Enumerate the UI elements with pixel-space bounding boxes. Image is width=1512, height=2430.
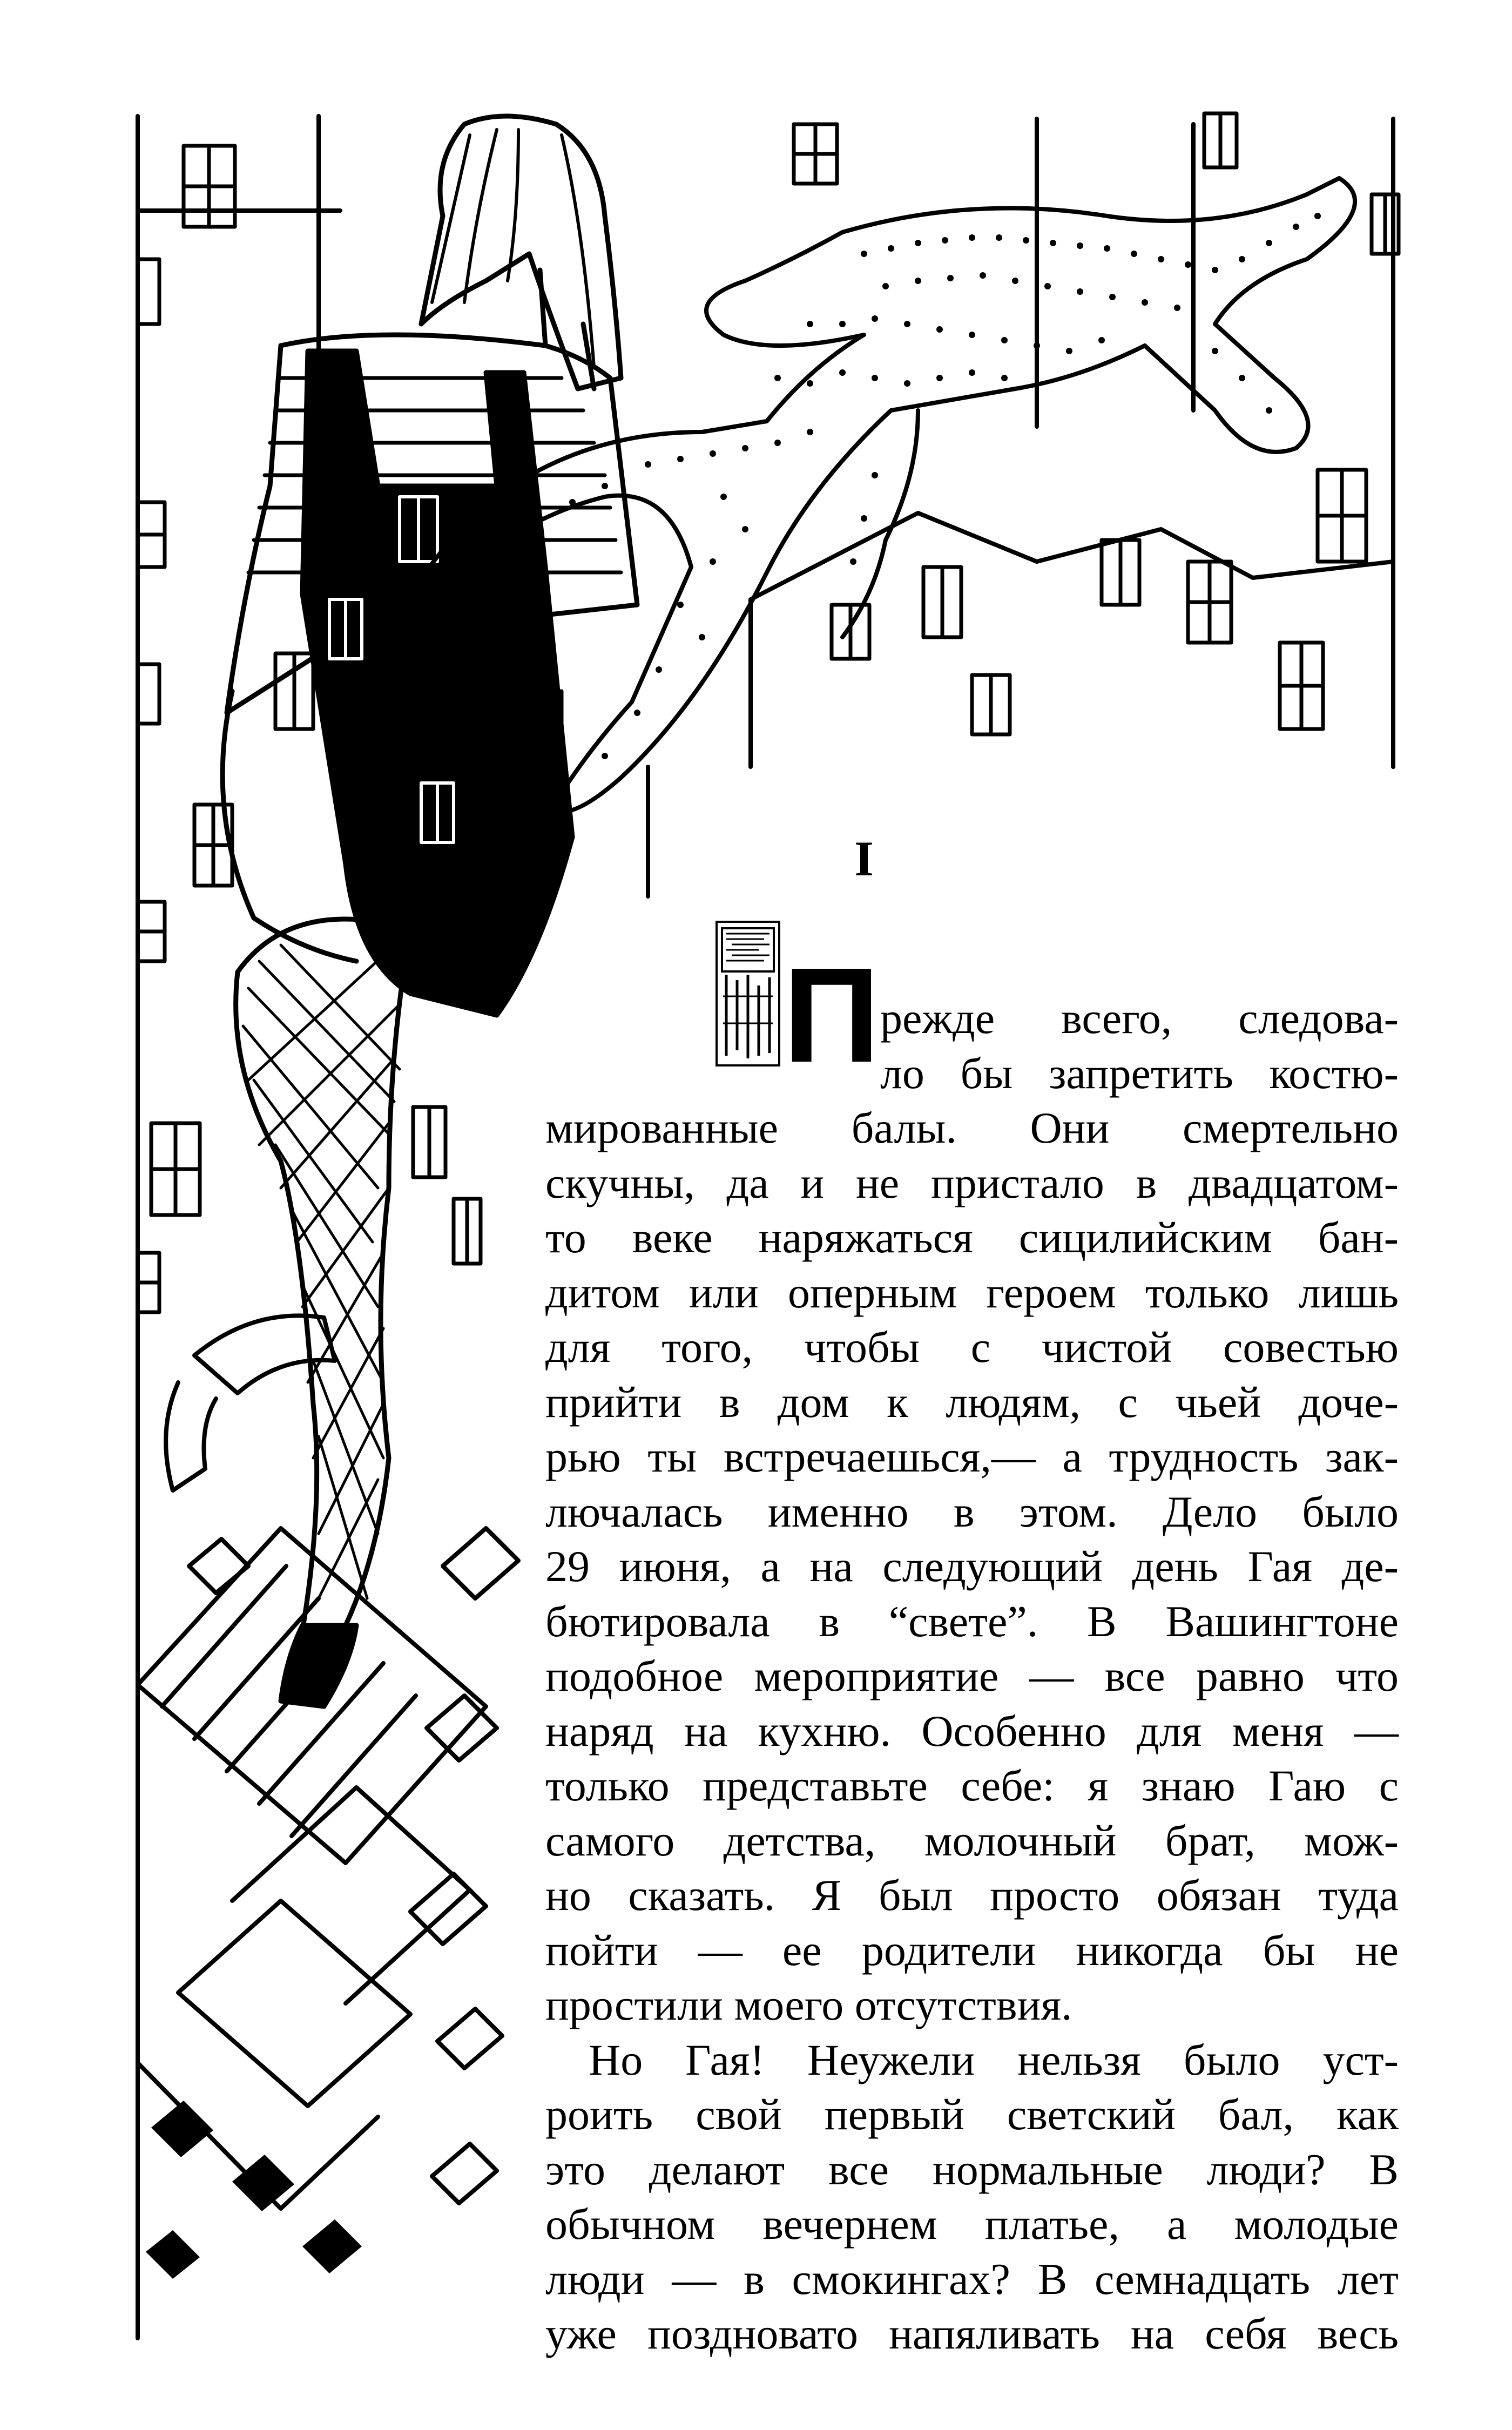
text-line: лючалась именно в этом. Дело было — [545, 1487, 1399, 1536]
text-line: скучны, да и не пристало в двадцатом- — [545, 1158, 1399, 1207]
fishnet-pattern — [243, 945, 400, 1598]
text-line: наряд на кухню. Особенно для меня — — [545, 1706, 1399, 1756]
text-line: для того, чтобы с чистой совестью — [545, 1322, 1399, 1372]
text-line: рью ты встречаешься,— а трудность зак- — [545, 1432, 1399, 1481]
text-line: бютировала в “свете”. В Вашингтоне — [545, 1596, 1399, 1646]
chapter-number: I — [854, 831, 874, 886]
text-line: роить свой первый светский бал, как — [545, 2090, 1399, 2139]
text-line: пойти — ее родители никогда бы не — [545, 1925, 1399, 1975]
chapter-text — [545, 991, 1399, 2361]
text-line: люди — в смокингах? В семнадцать лет — [545, 2254, 1399, 2304]
text-line: Но Гая! Неужели нельзя было уст- — [589, 2035, 1399, 2084]
text-line: то веке наряжаться сицилийским бан- — [545, 1213, 1399, 1262]
text-line: 29 июня, а на следующий день Гая де- — [545, 1542, 1399, 1591]
text-line: обычном вечернем платье, а молодые — [545, 2199, 1399, 2249]
text-line: простили моего отсутствия. — [545, 1980, 1072, 2029]
text-line: мированные балы. Они смертельно — [545, 1103, 1399, 1152]
text-line: ло бы запретить костю- — [880, 1048, 1399, 1098]
text-line: самого детства, молочный брат, мож- — [545, 1815, 1399, 1865]
text-line: только представьте себе: я знаю Гаю с — [545, 1761, 1399, 1810]
street-grid — [138, 1315, 518, 2209]
text-line: подобное мероприятие — все равно что — [545, 1651, 1399, 1700]
text-line: режде всего, следова- — [880, 994, 1399, 1043]
text-line: но сказать. Я был просто обязан туда — [545, 1871, 1399, 1920]
text-line: уже поздновато напяливать на себя весь — [545, 2309, 1399, 2358]
text-line: дитом или оперным героем только лишь — [545, 1267, 1399, 1317]
text-line: это делают все нормальные люди? В — [545, 2144, 1399, 2194]
text-line: прийти в дом к людям, с чьей доче- — [545, 1377, 1399, 1427]
dropcap-letter: П — [783, 940, 880, 1090]
street-grid-dark-blocks — [146, 2101, 362, 2279]
